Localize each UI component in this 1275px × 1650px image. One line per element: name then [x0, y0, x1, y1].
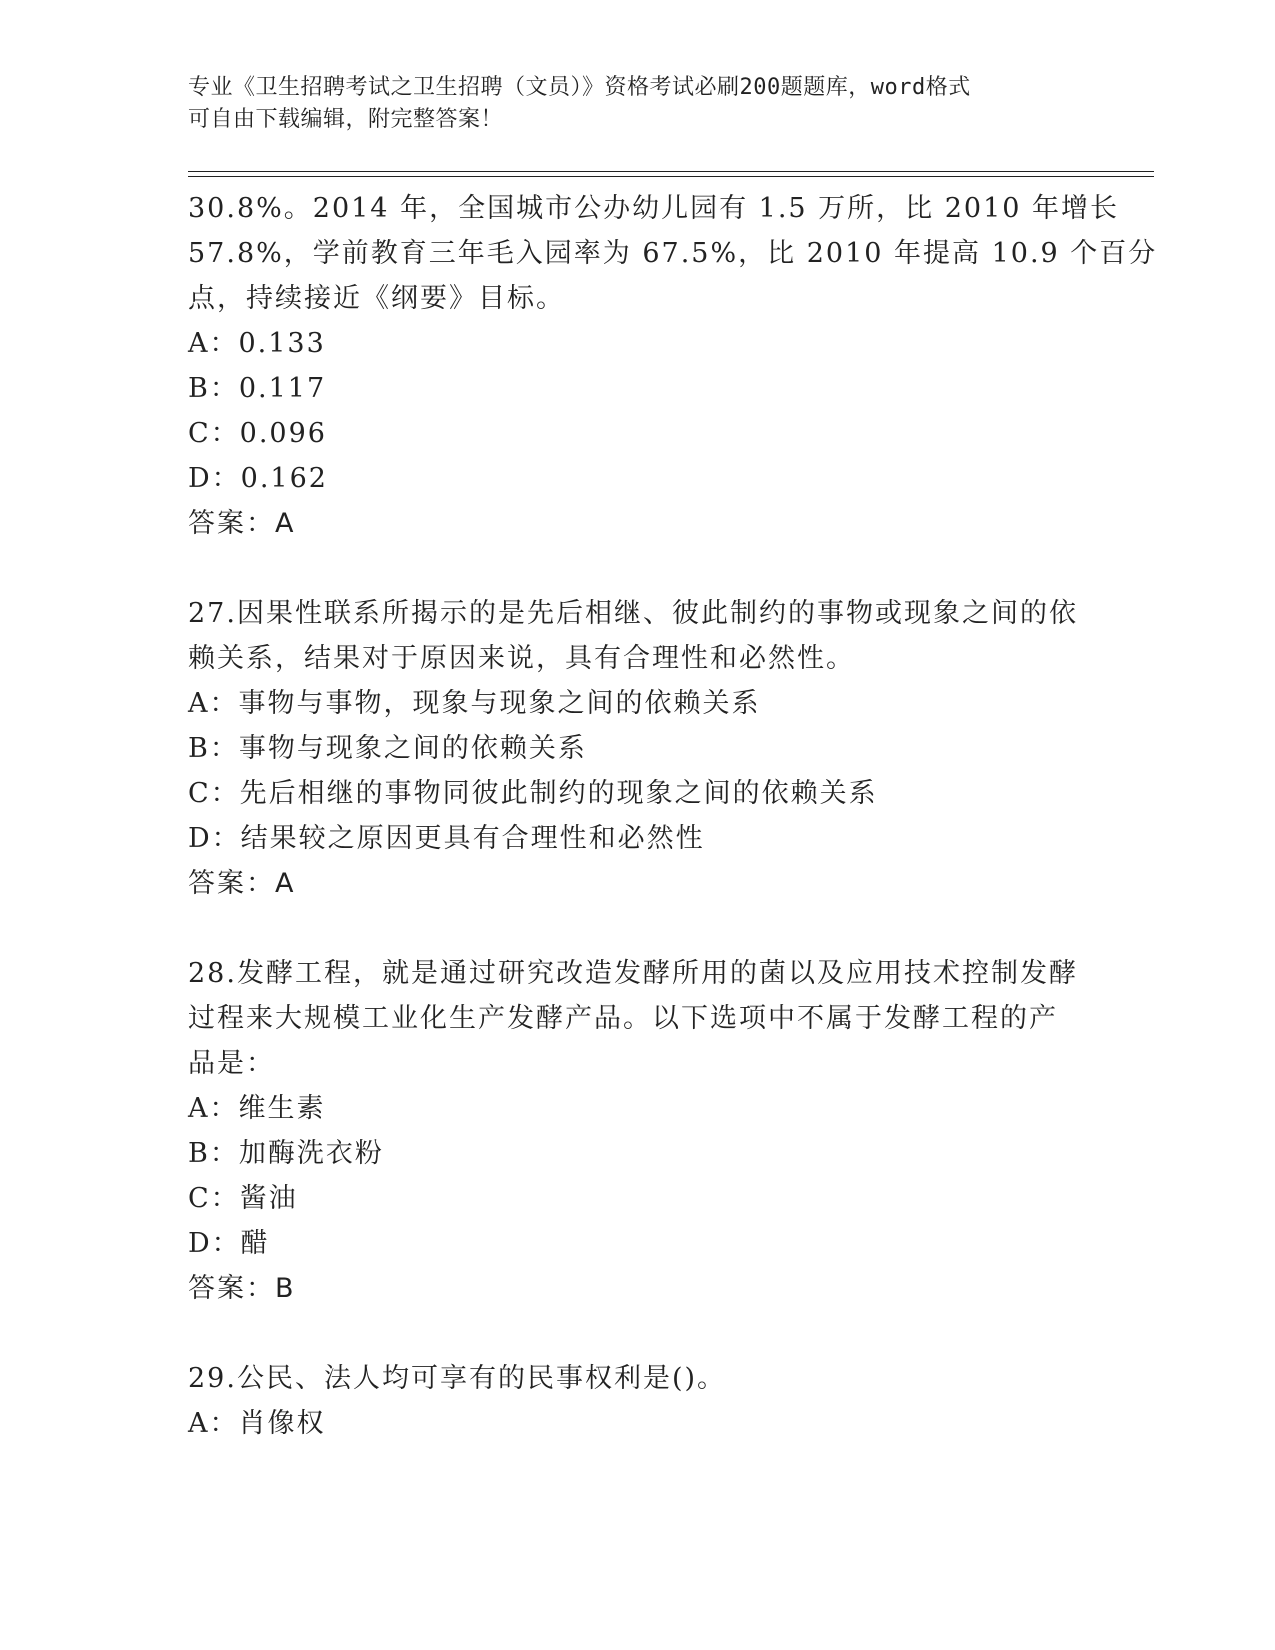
option-a: A：肖像权: [188, 1408, 326, 1439]
option-d: D：0.162: [188, 463, 328, 494]
header-rule-bottom: [188, 176, 1154, 177]
option-d: D：醋: [188, 1228, 270, 1259]
option-c: C：先后相继的事物同彼此制约的现象之间的依赖关系: [188, 778, 878, 809]
option-a: A：0.133: [188, 328, 326, 359]
option-c: C：0.096: [188, 418, 327, 449]
question-text-line: 57.8%，学前教育三年毛入园率为 67.5%，比 2010 年提高 10.9 个百分: [188, 238, 1158, 269]
option-b: B：加酶洗衣粉: [188, 1138, 384, 1169]
question-text-line: 28.发酵工程，就是通过研究改造发酵所用的菌以及应用技术控制发酵: [188, 958, 1078, 989]
question-text-line: 赖关系，结果对于原因来说，具有合理性和必然性。: [188, 643, 855, 674]
question-continuation: [188, 186, 1158, 546]
option-a: A：维生素: [188, 1093, 326, 1124]
page-header: [188, 72, 1088, 136]
option-c: C：酱油: [188, 1183, 298, 1214]
question-content: [188, 186, 1158, 1446]
question-text-line: 品是：: [188, 1048, 275, 1079]
option-b: B：0.117: [188, 373, 327, 404]
option-d: D：结果较之原因更具有合理性和必然性: [188, 823, 705, 854]
answer-line: 答案：B: [188, 1273, 296, 1304]
question-27: [188, 591, 1088, 906]
header-rule-top: [188, 171, 1154, 172]
answer-line: 答案：A: [188, 508, 296, 539]
question-text-line: 点，持续接近《纲要》目标。: [188, 283, 565, 314]
option-a: A：事物与事物，现象与现象之间的依赖关系: [188, 688, 761, 719]
header-title-line-1: 专业《卫生招聘考试之卫生招聘（文员）》资格考试必刷200题题库，word格式: [188, 75, 971, 100]
question-text-line: 30.8%。2014 年，全国城市公办幼儿园有 1.5 万所，比 2010 年增长: [188, 193, 1120, 224]
question-text-line: 27.因果性联系所揭示的是先后相继、彼此制约的事物或现象之间的依: [188, 598, 1078, 629]
question-text-line: 过程来大规模工业化生产发酵产品。以下选项中不属于发酵工程的产: [188, 1003, 1058, 1034]
question-29: [188, 1356, 1088, 1446]
header-title-line-2: 可自由下载编辑，附完整答案！: [188, 107, 504, 132]
answer-line: 答案：A: [188, 868, 296, 899]
option-b: B：事物与现象之间的依赖关系: [188, 733, 587, 764]
question-text-line: 29.公民、法人均可享有的民事权利是()。: [188, 1363, 727, 1394]
question-28: [188, 951, 1088, 1311]
